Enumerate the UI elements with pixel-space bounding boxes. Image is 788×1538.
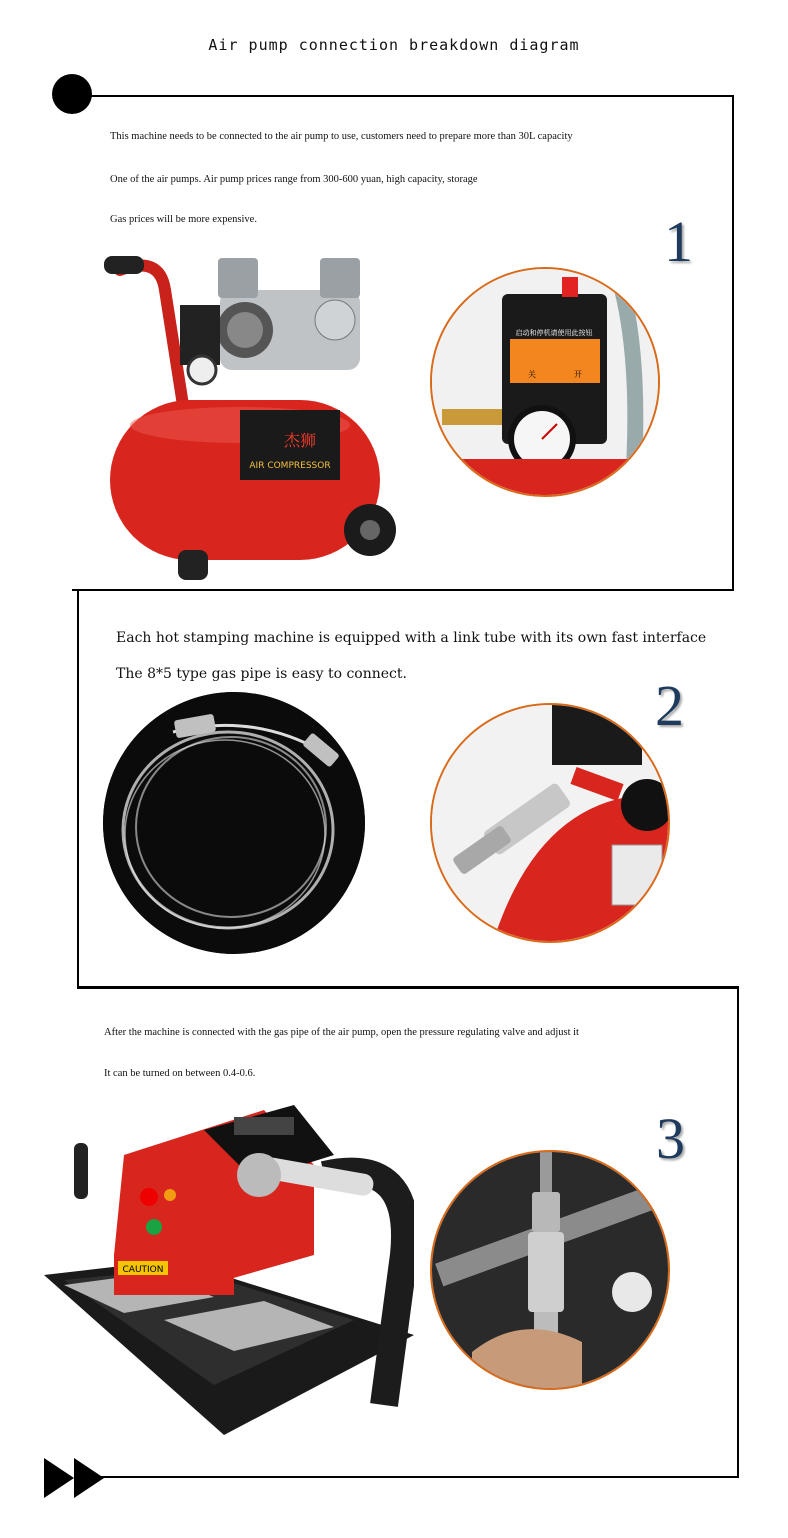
double-arrow-icon [44, 1458, 108, 1502]
step1-text-line-1: This machine needs to be connected to the air pump to use, customers need to prepare more than 30L capacity [110, 131, 573, 142]
pressure-switch-closeup [430, 267, 660, 497]
step3-number: 3 [656, 1106, 685, 1171]
page-title: Air pump connection breakdown diagram [208, 36, 580, 54]
step3-text-line-1: After the machine is connected with the gas pipe of the air pump, open the pressure regulating valve and adjust it [104, 1027, 579, 1038]
step1-number: 1 [664, 209, 693, 274]
compressor-brand: 杰狮 [283, 431, 317, 450]
air-compressor-image [100, 250, 400, 585]
step1-text-line-2: One of the air pumps. Air pump prices range from 300-600 yuan, high capacity, storage [110, 174, 478, 185]
step1-text-line-3: Gas prices will be more expensive. [110, 214, 257, 225]
step2-number: 2 [655, 673, 684, 738]
gas-tube-image [103, 692, 365, 954]
heat-press-machine-image [44, 1105, 414, 1445]
switch-on-label: 开 [574, 370, 582, 379]
switch-off-label: 关 [528, 370, 536, 379]
step3-text-line-2: It can be turned on between 0.4-0.6. [104, 1068, 256, 1079]
compressor-label: AIR COMPRESSOR [249, 461, 331, 471]
valve-connection-closeup [430, 1150, 670, 1390]
step2-text-line-1: Each hot stamping machine is equipped with a link tube with its own fast interface [116, 630, 707, 646]
quick-connector-closeup [430, 703, 670, 943]
switch-label: 启动和停机请使用此按钮 [515, 329, 593, 337]
caution-label: CAUTION [122, 1265, 164, 1275]
step2-text-line-2: The 8*5 type gas pipe is easy to connect. [116, 666, 407, 682]
